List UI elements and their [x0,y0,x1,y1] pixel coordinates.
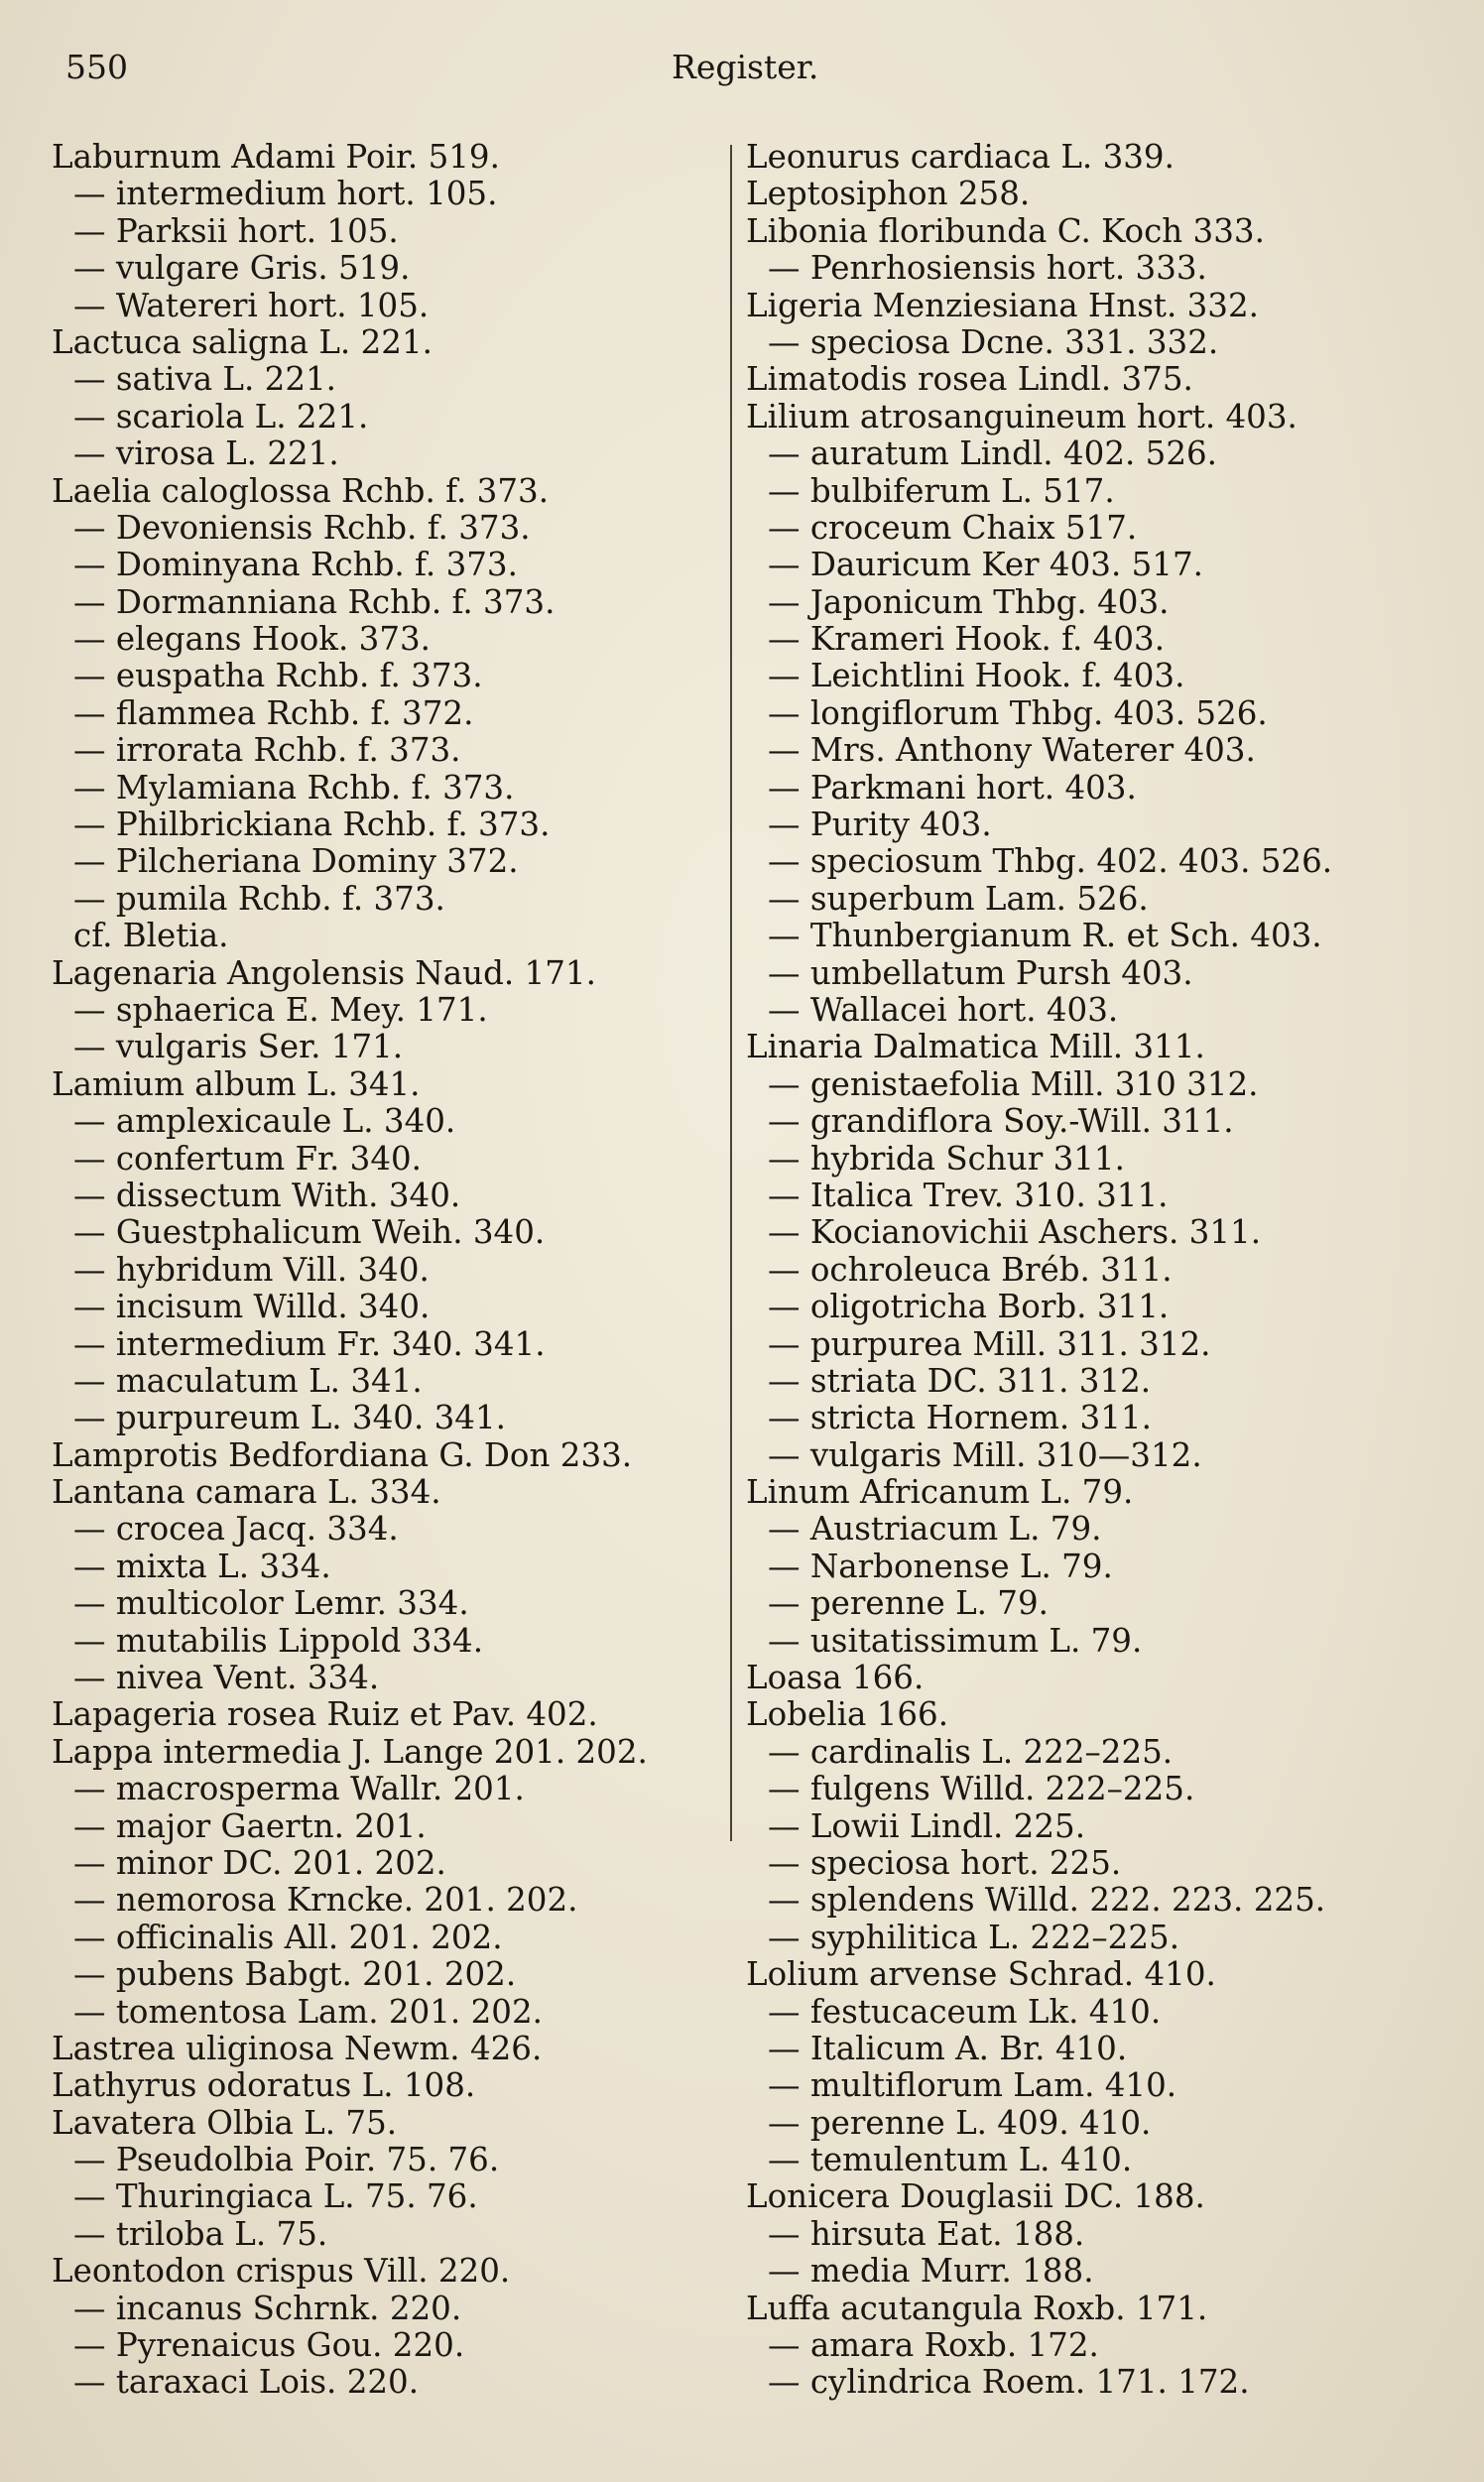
index-subentry: — Thunbergianum R. et Sch. 403. [768,917,1322,955]
index-subentry: — amplexicaule L. 340. [73,1102,456,1141]
index-subentry: — Narbonense L. 79. [768,1547,1113,1585]
index-subentry: — syphilitica L. 222–225. [768,1918,1180,1956]
index-entry: Loasa 166. [746,1659,925,1697]
index-subentry: — purpureum L. 340. 341. [73,1399,506,1437]
index-subentry: — Italicum A. Br. 410. [768,2029,1128,2067]
index-subentry: — flammea Rchb. f. 372. [73,693,474,732]
index-subentry: — mixta L. 334. [73,1547,331,1585]
index-subentry: — hirsuta Eat. 188. [768,2214,1085,2253]
index-entry: Lamium album L. 341. [52,1064,421,1103]
index-subentry: — irrorata Rchb. f. 373. [73,731,461,770]
index-entry: Ligeria Menziesiana Hnst. 332. [746,286,1259,324]
index-subentry: — fulgens Willd. 222–225. [768,1770,1195,1808]
index-entry: Laelia caloglossa Rchb. f. 373. [52,471,550,510]
index-subentry: — Italica Trev. 310. 311. [768,1176,1169,1214]
index-entry: Lolium arvense Schrad. 410. [746,1955,1216,1994]
index-subentry: — cylindrica Roem. 171. 172. [768,2363,1250,2402]
index-subentry: — euspatha Rchb. f. 373. [73,657,483,695]
index-subentry: — crocea Jacq. 334. [73,1510,399,1549]
index-subentry: — nivea Vent. 334. [73,1659,380,1697]
index-subentry: — striata DC. 311. 312. [768,1361,1152,1400]
index-subentry: — umbellatum Pursh 403. [768,953,1193,992]
index-subentry: — elegans Hook. 373. [73,620,432,659]
index-subentry: — genistaefolia Mill. 310 312. [768,1064,1259,1103]
index-subentry: — Pyrenaicus Gou. 220. [73,2326,465,2365]
index-entry: Lathyrus odoratus L. 108. [52,2066,476,2105]
index-entry: Lavatera Olbia L. 75. [52,2103,398,2142]
index-subentry: — Guestphalicum Weih. 340. [73,1213,546,1252]
index-subentry: — Wallacei hort. 403. [768,990,1119,1029]
index-subentry: — confertum Fr. 340. [73,1139,423,1178]
index-subentry: — speciosa Dcne. 331. 332. [768,322,1219,361]
index-entry: Lamprotis Bedfordiana G. Don 233. [52,1435,633,1474]
index-entry: Libonia floribunda C. Koch 333. [746,211,1265,250]
index-subentry: — minor DC. 201. 202. [73,1843,446,1882]
index-column-left [52,139,711,2402]
index-subentry: — bulbiferum L. 517. [768,471,1115,510]
index-subentry: — Austriacum L. 79. [768,1510,1102,1549]
index-subentry: — perenne L. 79. [768,1584,1049,1623]
index-subentry: — Philbrickiana Rchb. f. 373. [73,806,551,844]
index-subentry: — amara Roxb. 172. [768,2326,1099,2365]
index-subentry: — taraxaci Lois. 220. [73,2363,420,2402]
index-entry: Limatodis rosea Lindl. 375. [746,360,1193,399]
index-column-right [746,139,1440,2402]
index-subentry: — Thuringiaca L. 75. 76. [73,2177,478,2216]
index-subentry: — vulgare Gris. 519. [73,249,411,288]
index-subentry: — sativa L. 221. [73,360,337,399]
index-subentry: — hybridum Vill. 340. [73,1250,430,1289]
index-subentry: — multicolor Lemr. 334. [73,1584,469,1623]
index-subentry: — scariola L. 221. [73,397,369,435]
index-subentry: — Japonicum Thbg. 403. [768,582,1170,621]
index-entry: Lantana camara L. 334. [52,1473,441,1512]
index-subentry: — speciosum Thbg. 402. 403. 526. [768,842,1333,881]
index-subentry: — Pilcheriana Dominy 372. [73,842,519,881]
index-subentry: — hybrida Schur 311. [768,1139,1125,1178]
index-entry: Lilium atrosanguineum hort. 403. [746,397,1298,435]
index-subentry: — Krameri Hook. f. 403. [768,620,1166,659]
index-subentry: — macrosperma Wallr. 201. [73,1770,525,1808]
index-subentry: — oligotricha Borb. 311. [768,1288,1170,1326]
column-divider [730,145,732,1841]
running-head: Register. [672,48,819,86]
index-subentry: — longiflorum Thbg. 403. 526. [768,693,1268,732]
index-subentry: — speciosa hort. 225. [768,1843,1122,1882]
index-entry: Lagenaria Angolensis Naud. 171. [52,953,596,992]
index-subentry: — virosa L. 221. [73,434,339,473]
index-subentry: — Dormanniana Rchb. f. 373. [73,582,556,621]
index-subentry: — purpurea Mill. 311. 312. [768,1324,1211,1363]
index-subentry: — intermedium hort. 105. [73,175,498,213]
index-entry: Lappa intermedia J. Lange 201. 202. [52,1732,648,1771]
index-entry: Leontodon crispus Vill. 220. [52,2252,511,2291]
index-subentry: — major Gaertn. 201. [73,1806,427,1845]
index-entry: Leonurus cardiaca L. 339. [746,138,1175,176]
index-subentry: — temulentum L. 410. [768,2141,1133,2179]
index-entry: Laburnum Adami Poir. 519. [52,138,500,176]
index-entry: Leptosiphon 258. [746,175,1031,213]
index-subentry: — Penrhosiensis hort. 333. [768,249,1207,288]
index-subentry: — maculatum L. 341. [73,1361,423,1400]
index-subentry: — Purity 403. [768,806,992,844]
index-subentry: — grandiflora Soy.-Will. 311. [768,1102,1234,1141]
index-subentry: — festucaceum Lk. 410. [768,1992,1162,2031]
index-subentry: — perenne L. 409. 410. [768,2103,1152,2142]
index-entry: Lactuca saligna L. 221. [52,322,433,361]
index-entry: Lapageria rosea Ruiz et Pav. 402. [52,1695,598,1734]
index-subentry: — nemorosa Krncke. 201. 202. [73,1881,578,1920]
index-subentry: — usitatissimum L. 79. [768,1621,1143,1660]
index-entry: Linum Africanum L. 79. [746,1473,1134,1512]
index-subentry: — dissectum With. 340. [73,1176,461,1214]
index-subentry: — media Murr. 188. [768,2252,1094,2291]
index-subentry: — vulgaris Ser. 171. [73,1028,404,1066]
index-subentry: — Watereri hort. 105. [73,286,430,324]
index-subentry: — Parksii hort. 105. [73,211,399,250]
index-subentry: — Mylamiana Rchb. f. 373. [73,768,515,807]
page-header [60,48,1424,97]
page-number: 550 [65,48,128,86]
index-subentry: — sphaerica E. Mey. 171. [73,990,488,1029]
index-subentry: — cardinalis L. 222–225. [768,1732,1174,1771]
index-entry: Lobelia 166. [746,1695,949,1734]
index-subentry: — tomentosa Lam. 201. 202. [73,1992,543,2031]
index-subentry: — pumila Rchb. f. 373. [73,879,445,918]
index-subentry: — triloba L. 75. [73,2214,328,2253]
index-subentry: — splendens Willd. 222. 223. 225. [768,1881,1326,1920]
index-subentry: — superbum Lam. 526. [768,879,1149,918]
index-subentry: — Pseudolbia Poir. 75. 76. [73,2141,500,2179]
index-entry: Linaria Dalmatica Mill. 311. [746,1028,1205,1066]
index-subentry: — incanus Schrnk. 220. [73,2289,462,2327]
index-subentry: — ochroleuca Bréb. 311. [768,1250,1173,1289]
index-subentry: — incisum Willd. 340. [73,1288,431,1326]
index-subentry: — intermedium Fr. 340. 341. [73,1324,546,1363]
index-subentry: — Dominyana Rchb. f. 373. [73,546,518,584]
index-subentry: — Mrs. Anthony Waterer 403. [768,731,1256,770]
index-subentry: — auratum Lindl. 402. 526. [768,434,1218,473]
index-subentry: — vulgaris Mill. 310—312. [768,1435,1202,1474]
index-subentry: — stricta Hornem. 311. [768,1399,1152,1437]
index-subentry: — Dauricum Ker 403. 517. [768,546,1203,584]
index-entry: Lastrea uliginosa Newm. 426. [52,2029,543,2067]
index-subentry: — Kocianovichii Aschers. 311. [768,1213,1262,1252]
index-entry: Luffa acutangula Roxb. 171. [746,2289,1208,2327]
index-subentry: — Devoniensis Rchb. f. 373. [73,508,531,547]
index-subentry: — Leichtlini Hook. f. 403. [768,657,1185,695]
index-entry: Lonicera Douglasii DC. 188. [746,2177,1205,2216]
index-subentry: — mutabilis Lippold 334. [73,1621,484,1660]
index-subentry: — Parkmani hort. 403. [768,768,1137,807]
index-subentry: — pubens Babgt. 201. 202. [73,1955,517,1994]
index-subentry: cf. Bletia. [73,917,229,955]
index-subentry: — multiflorum Lam. 410. [768,2066,1177,2105]
index-subentry: — Lowii Lindl. 225. [768,1806,1086,1845]
index-subentry: — croceum Chaix 517. [768,508,1138,547]
index-subentry: — officinalis All. 201. 202. [73,1918,503,1956]
